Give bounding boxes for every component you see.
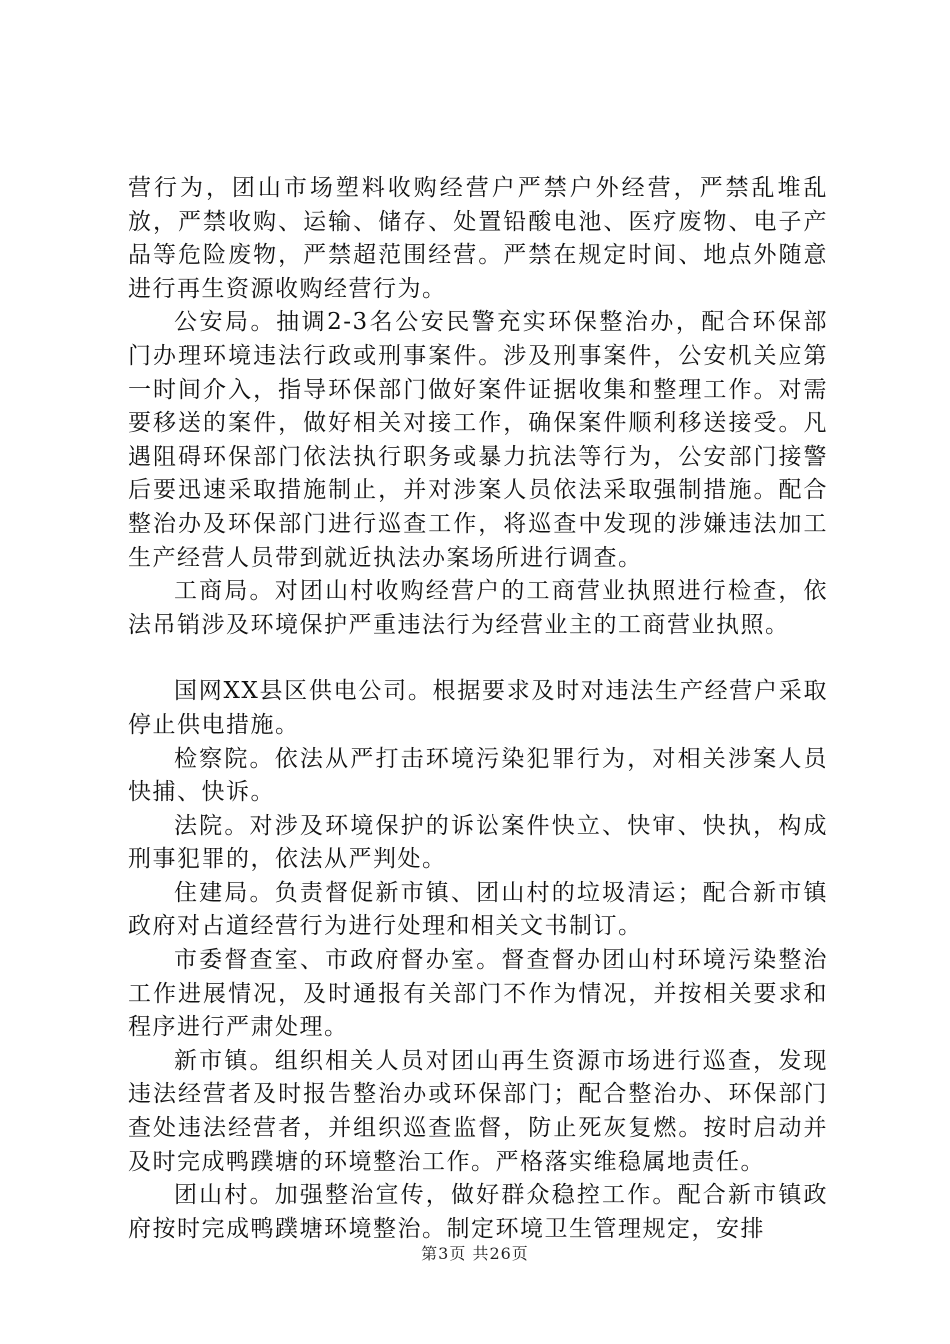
paragraph-power-supply: 国网XX县区供电公司。根据要求及时对违法生产经营户采取停止供电措施。 — [128, 678, 828, 738]
paragraph-industry-commerce: 工商局。对团山村收购经营户的工商营业执照进行检查，依法吊销涉及环境保护严重违法行为经营业主的工商营业执照。 — [128, 578, 828, 638]
paragraph-tuanshan-village: 团山村。加强整治宣传，做好群众稳控工作。配合新市镇政府按时完成鸭蹼塘环境整治。制定环境卫生管理规定，安排 — [128, 1182, 828, 1242]
paragraph-public-security: 公安局。抽调2-3名公安民警充实环保整治办，配合环保部门办理环境违法行政或刑事案件。涉及刑事案件，公安机关应第一时间介入，指导环保部门做好案件证据收集和整理工作。对需要移送的案件，做好相关对接工作，确保案件顺利移送接受。凡遇阻碍环保部门依法执行职务或暴力抗法等行为，公安部门接警后要迅速采取措施制止，并对涉案人员依法采取强制措施。配合整治办及环保部门进行巡查工作，将巡查中发现的涉嫌违法加工生产经营人员带到就近执法办案场所进行调查。 — [128, 309, 828, 571]
page-number-footer: 第3页 共26页 — [421, 1244, 529, 1263]
paragraph-continuation: 营行为，团山市场塑料收购经营户严禁户外经营，严禁乱堆乱放，严禁收购、运输、储存、处置铅酸电池、医疗废物、电子产品等危险废物，严禁超范围经营。严禁在规定时间、地点外随意进行再生资源收购经营行为。 — [128, 175, 828, 302]
document-body — [128, 172, 828, 1246]
paragraph-housing-construction: 住建局。负责督促新市镇、团山村的垃圾清运；配合新市镇政府对占道经营行为进行处理和相关文书制订。 — [128, 879, 828, 940]
paragraph-supervision-office: 市委督查室、市政府督办室。督查督办团山村环境污染整治工作进展情况，及时通报有关部门不作为情况，并按相关要求和程序进行严肃处理。 — [128, 947, 828, 1041]
paragraph-court: 法院。对涉及环境保护的诉讼案件快立、快审、快执，构成刑事犯罪的，依法从严判处。 — [128, 812, 828, 873]
paragraph-xinshi-town: 新市镇。组织相关人员对团山再生资源市场进行巡查，发现违法经营者及时报告整治办或环保部门；配合整治办、环保部门查处违法经营者，并组织巡查监督，防止死灰复燃。按时启动并及时完成鸭蹼塘的环境整治工作。严格落实维稳属地责任。 — [128, 1047, 828, 1175]
paragraph-procuratorate: 检察院。依法从严打击环境污染犯罪行为，对相关涉案人员快捕、快诉。 — [128, 745, 828, 806]
